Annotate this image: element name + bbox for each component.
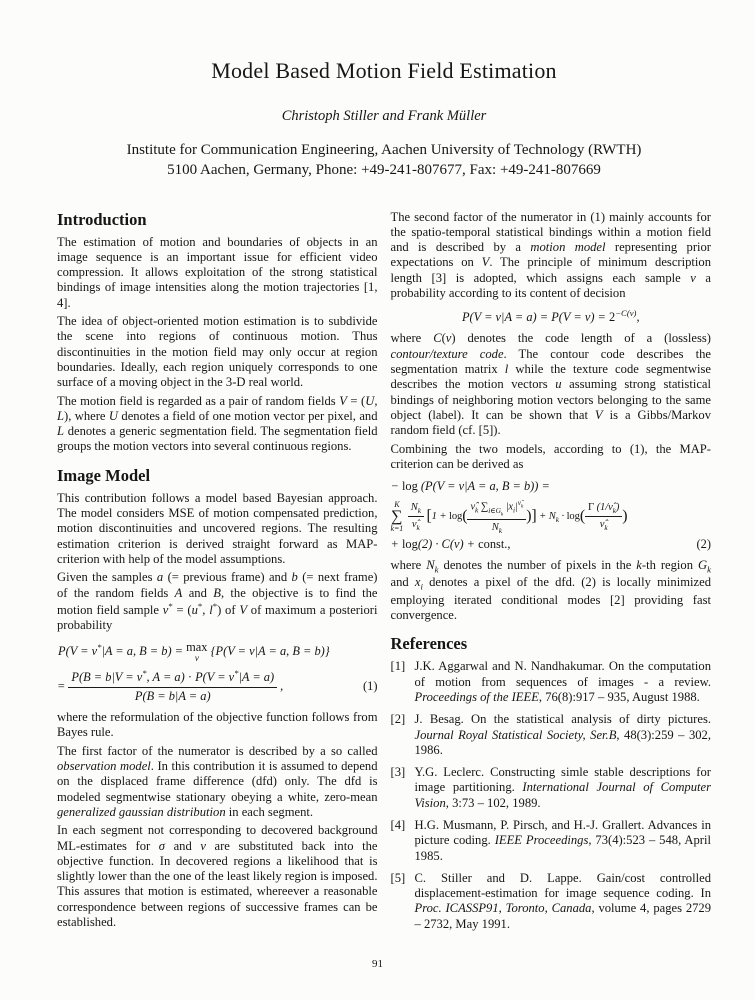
equation-1-numerator: P(B = b|V = v*, A = a) · P(V = v*|A = a) xyxy=(68,668,277,688)
section-heading-introduction: Introduction xyxy=(57,209,147,229)
section-heading-image-model: Image Model xyxy=(57,465,151,485)
reference-label: [1] xyxy=(390,659,406,674)
reference-item xyxy=(391,659,712,705)
reference-label: [3] xyxy=(390,765,406,780)
reference-item xyxy=(391,765,712,811)
equation-2-line-3 xyxy=(391,537,712,552)
paragraph-image-model-3: where the reformulation of the objective function follows from Bayes rule. xyxy=(57,710,378,740)
equation-1-line-2 xyxy=(57,668,378,704)
reference-item xyxy=(391,818,712,864)
paragraph-motion-model-4: where $N_k$ denotes the number of pixels in the k-th region $G_k$ and $x_i$ denotes a pixel of the dfd. (2) is locally minimized employing iterated conditional modes [2] providing fast convergence. xyxy=(390,558,711,622)
equation-2-tag: (2) xyxy=(696,537,711,552)
equation-prior-probability: $P(V = v|A = a) = P(V = v) = 2^{-C(v)}$, xyxy=(461,308,640,325)
paragraph-motion-model-3: Combining the two models, according to (1), the MAP-criterion can be derived as xyxy=(390,441,711,471)
section-heading-references: References xyxy=(390,634,468,654)
reference-text: J. Besag. On the statistical analysis of dirty pictures. Journal Royal Statistical Society, Ser.B, 48(3):259 – 302, 1986. xyxy=(414,712,711,757)
equation-1-denominator: P(B = b|A = a) xyxy=(134,688,211,703)
equation-1 xyxy=(57,641,378,705)
affiliation-line-2: 5100 Aachen, Germany, Phone: +49-241-807677, Fax: +49-241-807669 xyxy=(167,162,601,179)
reference-text: H.G. Musmann, P. Pirsch, and H.-J. Grallert. Advances in picture coding. IEEE Proceedings, 73(4):523 – 548, April 1985. xyxy=(414,818,712,863)
reference-text: Y.G. Leclerc. Constructing simle stable descriptions for image partitioning. International Journal of Computer Vision, 3:73 – 102, 1989. xyxy=(414,765,711,810)
paper-title: Model Based Motion Field Estimation xyxy=(211,58,557,83)
affiliation-line-1: Institute for Communication Engineering, Aachen University of Technology (RWTH) xyxy=(126,142,642,158)
two-column-body xyxy=(57,210,711,940)
paragraph-motion-model-2: where C(v) denotes the code length of a (lossless) contour/texture code. The contour code describes the segmentation matrix l while the texture code segmentwise describes the motion vectors u assuming strong statistical bindings of neighboring motion vectors belonging to the same object (label). It can be shown that V is a Gibbs/Markov random field (cf. [5]). xyxy=(390,331,712,438)
equation-2-line-2: K ∑ k=1 $\frac{N_k}{\nû_k}$ [1 + log( $\frac{\nû_k \sum_{i\in G_k} |x_i|^{\nû_k}}{N_k}$ )] + $N_k \cdot \log$( $\frac{\Gamma (1/\nû_k)}{\nû_k}$ ) xyxy=(390,498,628,535)
left-column xyxy=(57,210,378,940)
equation-1-fraction xyxy=(68,668,277,704)
reference-text: J.K. Aggarwal and N. Nandhakumar. On the computation of motion from sequences of images - a review. Proceedings of the IEEE, 76(8):917 – 935, August 1988. xyxy=(414,659,711,704)
reference-item xyxy=(391,712,712,758)
paragraph-intro-3: The motion field is regarded as a pair of random fields V = (U, L), where U denotes a field of one motion vector per pixel, and L denotes a generic segmentation field. The segmentation field groups the motion vectors into several continuous regions. xyxy=(57,393,378,454)
reference-label: [2] xyxy=(390,712,406,727)
paragraph-intro-2: The idea of object-oriented motion estimation is to subdivide the scene into regions of continuous motion. Thus discontinuities in the motion field may only occur at region boundaries. Ideally, each region uniquely corresponds to one surface of a moving object in the 3-D real world. xyxy=(57,314,378,390)
paragraph-image-model-1: This contribution follows a model based Bayesian approach. The model considers MSE of motion compensated prediction, motion discontinuities and uncovered regions. The resulting estimation criterion is derived straight forward as MAP-criterion with help of the model assumptions. xyxy=(57,490,378,566)
equation-1-line-1: P(V = v*|A = a, B = b) = max v {P(V = v|A = a, B = b)} xyxy=(58,639,330,664)
equation-2-line-1: − log (P(V = v|A = a, B = b)) = xyxy=(390,479,550,494)
page-number: 91 xyxy=(372,958,383,970)
equation-1-comma: , xyxy=(280,678,284,693)
equation-2-line-3-body: + log(2) · C(v) + const., xyxy=(390,537,511,552)
reference-label: [5] xyxy=(390,870,406,885)
reference-text: C. Stiller and D. Lappe. Gain/cost controlled displacement-estimation for image sequence coding. In Proc. ICASSP91, Toronto, Canada, volume 4, pages 2729 – 2732, May 1991. xyxy=(414,870,712,931)
paragraph-image-model-4: The first factor of the numerator is described by a so called observation model. In this contribution it is assumed to depend on the displaced frame difference (dfd) only. The dfd is modeled segmentwise stationary obeying a white, zero-mean generalized gaussian distribution in each segment. xyxy=(57,743,378,819)
equation-2 xyxy=(391,479,712,552)
affiliation xyxy=(57,140,711,181)
equation-1-tag: (1) xyxy=(363,678,378,693)
equation-1-equals: = xyxy=(57,678,66,693)
paper-authors: Christoph Stiller and Frank Müller xyxy=(281,108,487,124)
reference-label: [4] xyxy=(390,818,406,832)
paragraph-image-model-2: Given the samples a (= previous frame) and b (= next frame) of the random fields A and B, the objective is to find the motion field sample v* = (u*, l*) of V of maximum a posteriori probability xyxy=(57,570,378,633)
paragraph-intro-1: The estimation of motion and boundaries of objects in an image sequence is an important issue for efficient video compression. It allows exploitation of the strong statistical bindings of image intensities along the motion trajectories [1, 4]. xyxy=(57,234,378,310)
right-column xyxy=(391,210,712,940)
paragraph-image-model-5: In each segment not corresponding to decovered background ML-estimates for σ and ν are substituted back into the objective function. In decovered regions a likelihood that is slightly lower than the one of the least likely region is imposed. This assures that motion is estimated, whereever a reasonable correspondence between regions of successive frames can be established. xyxy=(57,823,378,929)
references-list xyxy=(391,659,712,932)
paragraph-motion-model-1: The second factor of the numerator in (1) mainly accounts for the spatio-temporal statistical bindings within a motion field and is described by a motion model representing prior expectations on V. The principle of minimum description length [3] is adopted, which assigns each sample v a probability according to its content of decision xyxy=(390,209,711,300)
reference-item xyxy=(391,871,712,932)
